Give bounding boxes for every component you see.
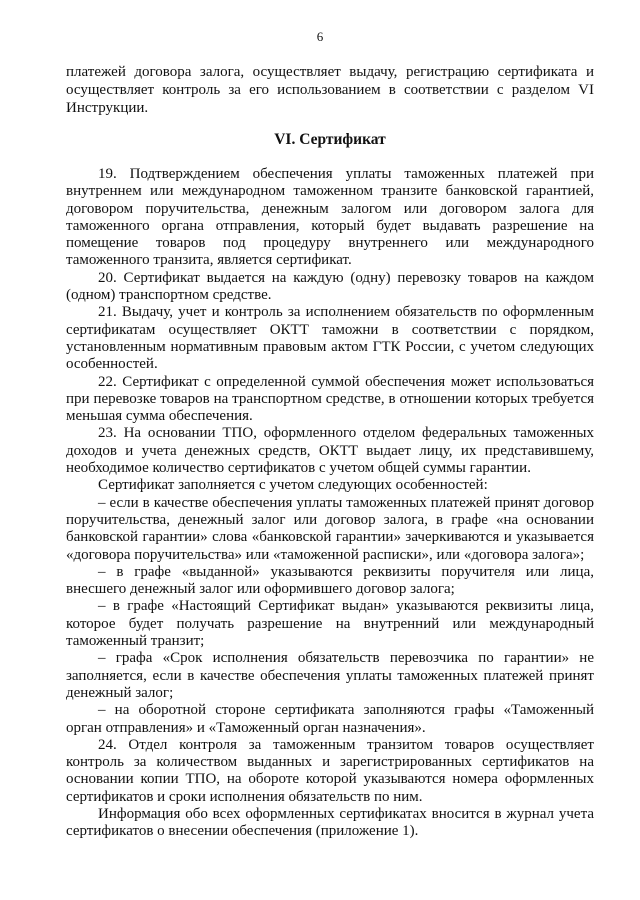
paragraph [66, 598, 594, 650]
text-line: договором поручительства, денежным залогом или договором залога для [66, 200, 594, 217]
paragraph [66, 737, 594, 806]
text-line: Информация обо всех оформленных сертификатах вносится в журнал учета [98, 805, 594, 822]
text-line: – на оборотной стороне сертификата заполняются графы «Таможенный [98, 702, 594, 719]
text-line: банковской гарантии» слова «банковской гарантии» зачеркиваются и указывается [66, 529, 594, 546]
text-line: 23. На основании ТПО, оформленного отделом федеральных таможенных [98, 425, 594, 442]
text-line: «договора поручительства» или «таможенной расписки», или «договора залога»; [66, 546, 585, 563]
paragraph [66, 564, 594, 599]
text-line: 22. Сертификат с определенной суммой обеспечения может использоваться [98, 373, 594, 390]
text-line: внутреннем или международном таможенном транзите банковской гарантией, [66, 183, 594, 200]
text-line: таможенного транзита, является сертификат. [66, 252, 352, 269]
text-line: – если в качестве обеспечения уплаты таможенных платежей принят договор [98, 494, 594, 511]
paragraph [66, 304, 594, 373]
paragraph [66, 702, 594, 737]
text-line: 19. Подтверждением обеспечения уплаты таможенных платежей при [98, 166, 594, 182]
text-line: 21. Выдачу, учет и контроль за исполнением обязательств по оформленным [98, 304, 594, 321]
text-line: доходов и учета денежных средств, ОКТТ выдает лицу, их представившему, [66, 442, 594, 459]
text-line: Сертификат заполняется с учетом следующих особенностей: [98, 477, 488, 494]
text-line: меньшая сумма обеспечения. [66, 408, 253, 425]
intro-paragraph [66, 63, 594, 117]
text-line: 20. Сертификат выдается на каждую (одну) перевозку товаров на каждом [98, 269, 594, 286]
text-line: поручительства, денежный залог или договор залога, в графе «на основании [66, 511, 594, 528]
paragraph [66, 650, 594, 702]
text-line: – в графе «выданной» указываются реквизиты поручителя или лица, [98, 563, 594, 580]
text-line: (одном) транспортном средстве. [66, 287, 272, 304]
text-line: денежный залог; [66, 684, 174, 701]
text-line: платежей договора залога, осуществляет выдачу, регистрацию сертификата и [66, 64, 594, 80]
text-line: – в графе «Настоящий Сертификат выдан» указываются реквизиты лица, [98, 598, 594, 615]
text-line: которое будет получать разрешение на внутренний или международный [66, 615, 594, 632]
text-line: основании копии ТПО, на обороте которой указываются номера оформленных [66, 771, 594, 788]
text-line: таможенного органа отправления, который будет выдавать разрешение на [66, 217, 594, 234]
text-line: – графа «Срок исполнения обязательств перевозчика по гарантии» не [98, 650, 594, 667]
paragraph [66, 270, 594, 305]
text-line: сертификатам осуществляет ОКТТ таможни в соответствии с порядком, [66, 321, 594, 338]
text-line: помещение товаров под процедуру внутреннего или международного [66, 235, 594, 252]
text-line: внесшего денежный залог или оформившего договор залога; [66, 581, 455, 598]
text-line: орган отправления» и «Таможенный орган назначения». [66, 719, 426, 736]
text-line: 24. Отдел контроля за таможенным транзитом товаров осуществляет [98, 736, 594, 753]
text-line: сертификатов и сроки исполнения обязательств по ним. [66, 788, 423, 805]
section-heading: VI. Сертификат [274, 131, 386, 148]
paragraph [66, 477, 594, 494]
text-line: осуществляет контроль за его использованием в соответствии с разделом VI [66, 82, 594, 98]
text-line: заполняется, если в качестве обеспечения уплаты таможенных платежей принят [66, 667, 594, 684]
text-line: таможенный транзит; [66, 633, 205, 650]
paragraph [66, 425, 594, 477]
paragraph [66, 374, 594, 426]
text-line: сертификатов о внесении обеспечения (приложение 1). [66, 823, 419, 840]
page-number: 6 [316, 29, 324, 44]
section-body [66, 166, 594, 841]
text-line: при перевозке товаров на транспортном средстве, в отношении которых требуется [66, 390, 594, 407]
text-line: особенностей. [66, 356, 158, 373]
paragraph [66, 495, 594, 564]
text-line: контроль за количеством выданных и зарегистрированных сертификатов на [66, 754, 594, 771]
paragraph [66, 806, 594, 841]
text-line: установленным нормативным правовым актом ГТК России, с учетом следующих [66, 338, 594, 355]
text-line: необходимое количество сертификатов с учетом общей суммы гарантии. [66, 460, 531, 477]
text-line: Инструкции. [66, 100, 149, 116]
paragraph [66, 166, 594, 270]
